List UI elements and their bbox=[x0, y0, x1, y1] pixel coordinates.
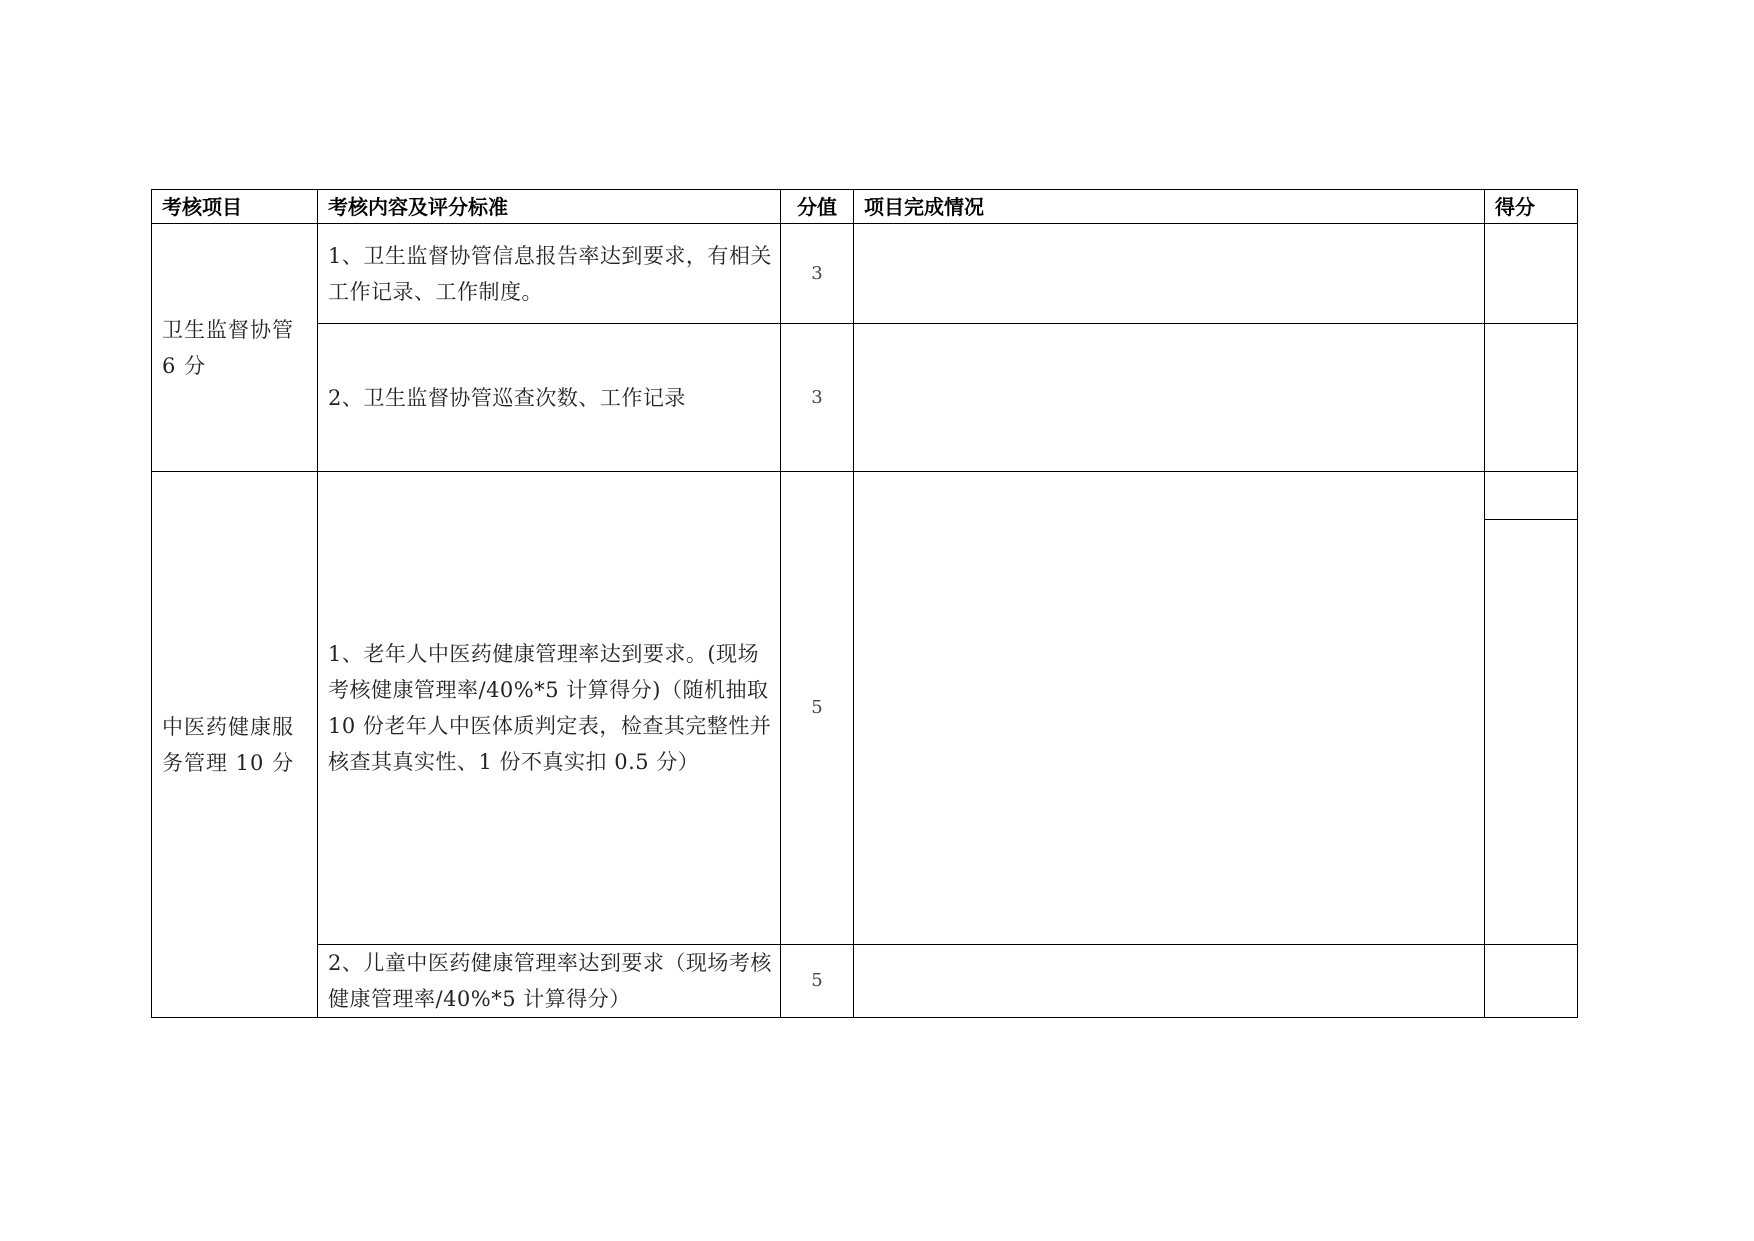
header-obtained: 得分 bbox=[1485, 190, 1578, 224]
table-row bbox=[152, 944, 1578, 1017]
obtained-score-cell-extra[interactable] bbox=[1485, 520, 1578, 945]
category-cell: 卫生监督协管 6 分 bbox=[152, 224, 318, 472]
obtained-score-cell[interactable] bbox=[1485, 224, 1578, 324]
header-score-value: 分值 bbox=[781, 190, 854, 224]
header-item: 考核项目 bbox=[152, 190, 318, 224]
category-cell: 中医药健康服务管理 10 分 bbox=[152, 472, 318, 1018]
score-value-cell: 5 bbox=[781, 944, 854, 1017]
completion-cell[interactable] bbox=[854, 224, 1485, 324]
header-criteria: 考核内容及评分标准 bbox=[318, 190, 781, 224]
obtained-score-cell[interactable] bbox=[1485, 472, 1578, 520]
table-row bbox=[152, 224, 1578, 324]
completion-cell[interactable] bbox=[854, 944, 1485, 1017]
criteria-cell: 1、卫生监督协管信息报告率达到要求，有相关工作记录、工作制度。 bbox=[318, 224, 781, 324]
assessment-table bbox=[151, 189, 1578, 1018]
header-row bbox=[152, 190, 1578, 224]
table-row bbox=[152, 324, 1578, 472]
completion-cell[interactable] bbox=[854, 472, 1485, 945]
criteria-cell: 2、卫生监督协管巡查次数、工作记录 bbox=[318, 324, 781, 472]
criteria-cell: 1、老年人中医药健康管理率达到要求。(现场考核健康管理率/40%*5 计算得分)（随机抽取 10 份老年人中医体质判定表，检查其完整性并核查其真实性、1 份不真实扣 0.5 分） bbox=[318, 472, 781, 945]
obtained-score-cell[interactable] bbox=[1485, 324, 1578, 472]
table-row bbox=[152, 472, 1578, 520]
header-completion: 项目完成情况 bbox=[854, 190, 1485, 224]
score-value-cell: 5 bbox=[781, 472, 854, 945]
criteria-cell: 2、儿童中医药健康管理率达到要求（现场考核健康管理率/40%*5 计算得分） bbox=[318, 944, 781, 1017]
obtained-score-cell[interactable] bbox=[1485, 944, 1578, 1017]
score-value-cell: 3 bbox=[781, 224, 854, 324]
completion-cell[interactable] bbox=[854, 324, 1485, 472]
score-value-cell: 3 bbox=[781, 324, 854, 472]
